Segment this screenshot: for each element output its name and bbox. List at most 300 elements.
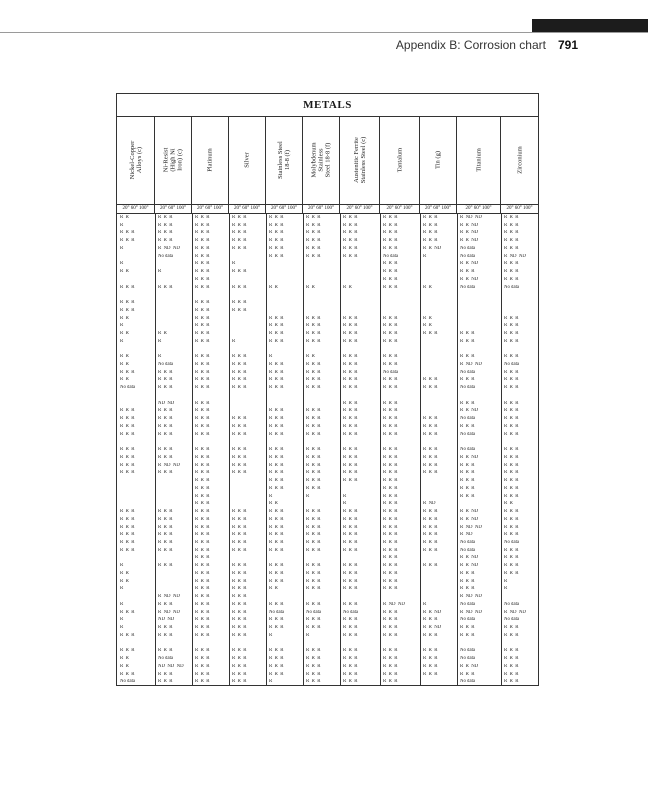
table-cell	[380, 393, 420, 399]
table-row	[117, 223, 538, 229]
table-row	[117, 370, 538, 376]
table-cell: R R R	[120, 369, 135, 375]
table-cell: R R R	[306, 516, 321, 522]
table-cell: No data	[460, 547, 476, 553]
table-cell: R R R	[343, 524, 358, 530]
table-cell: R	[120, 625, 132, 631]
table-cell: R R R	[423, 509, 438, 515]
table-cell: R R R	[306, 315, 321, 321]
table-cell: R R R	[232, 679, 247, 685]
table-cell: R	[120, 222, 132, 228]
table-cell: R R R	[306, 454, 321, 460]
table-cell	[155, 308, 192, 314]
table-row	[117, 509, 538, 515]
table-cell: R R R	[383, 578, 398, 584]
table-cell	[155, 439, 192, 445]
table-cell: R R R	[383, 547, 398, 553]
table-cell: R R R	[232, 470, 247, 476]
table-row	[117, 285, 538, 291]
table-cell: R R R	[195, 578, 210, 584]
table-row	[117, 470, 538, 476]
column-header-label: Stainless Steel 18-8 (f)	[277, 141, 291, 179]
table-cell	[420, 393, 457, 399]
table-cell: R	[158, 269, 170, 275]
table-cell: R R R	[195, 570, 210, 576]
table-cell	[420, 586, 457, 592]
table-row	[117, 432, 538, 438]
table-cell	[303, 555, 340, 561]
table-cell: R R R	[383, 485, 398, 491]
table-cell: R	[120, 563, 132, 569]
table-cell: R R R	[195, 671, 210, 677]
temperature-header: 20° 60° 100°	[457, 204, 501, 213]
table-cell: ND ND	[158, 400, 175, 406]
table-cell: R R R	[195, 539, 210, 545]
table-cell: R R R	[120, 431, 135, 437]
table-cell	[303, 277, 340, 283]
table-cell: R R R	[306, 423, 321, 429]
table-cell: R R R	[232, 362, 247, 368]
table-cell: R R ND	[460, 230, 479, 236]
table-cell: R R R	[343, 338, 358, 344]
temperature-header: 20° 60° 100°	[303, 204, 340, 213]
table-cell: R R R	[383, 338, 398, 344]
table-cell: R R R	[504, 570, 519, 576]
table-cell: R R R	[306, 431, 321, 437]
table-cell	[420, 571, 457, 577]
table-cell: R R	[120, 331, 134, 337]
table-cell: R R R	[195, 307, 210, 313]
table-cell: R R R	[120, 648, 135, 654]
table-cell	[303, 393, 340, 399]
table-cell: R R	[269, 586, 283, 592]
table-cell: R R R	[504, 215, 519, 220]
table-cell: R R R	[195, 222, 210, 228]
table-cell: R R	[120, 354, 134, 360]
table-cell	[155, 478, 192, 484]
table-cell: No data	[504, 362, 520, 368]
table-cell	[192, 439, 229, 445]
table-cell: R R R	[269, 362, 284, 368]
table-cell: R	[232, 261, 244, 267]
table-cell: R R R	[306, 323, 321, 329]
table-cell: R R R	[158, 385, 173, 391]
table-cell: No data	[460, 601, 476, 607]
table-cell: R R R	[343, 315, 358, 321]
table-cell: R R R	[383, 462, 398, 468]
table-cell: R R R	[460, 423, 475, 429]
table-cell: R	[423, 601, 435, 607]
table-row	[117, 641, 538, 647]
table-cell	[229, 439, 266, 445]
table-cell: R R R	[383, 570, 398, 576]
table-cell: R R R	[232, 230, 247, 236]
table-cell: R R R	[343, 478, 358, 484]
table-cell: R R R	[460, 377, 475, 383]
table-cell	[192, 641, 229, 647]
table-cell: R R R	[343, 462, 358, 468]
table-cell: R R R	[383, 679, 398, 685]
table-cell: R	[120, 601, 132, 607]
table-cell: R R R	[269, 516, 284, 522]
column-header-label: Austenitic Ferrite Stainless Steel (c)	[352, 136, 367, 184]
table-body	[117, 213, 538, 685]
table-cell	[340, 300, 380, 306]
table-cell	[229, 478, 266, 484]
table-cell	[155, 316, 192, 322]
table-row	[117, 532, 538, 538]
table-cell: R R R	[306, 385, 321, 391]
table-cell: R R R	[120, 532, 135, 538]
table-cell: R R	[343, 284, 357, 290]
page-number: 791	[557, 38, 578, 52]
table-cell	[303, 261, 340, 267]
table-cell: R R R	[460, 462, 475, 468]
table-cell: R ND ND	[158, 462, 180, 468]
table-cell: R R R	[195, 462, 210, 468]
table-cell	[457, 300, 501, 306]
table-cell: R R R	[504, 516, 519, 522]
temperature-header: 20° 60° 100°	[506, 206, 533, 211]
table-cell: R	[120, 338, 132, 344]
table-cell	[380, 292, 420, 298]
table-cell: R R R	[120, 238, 135, 244]
table-cell: R R R	[232, 656, 247, 662]
table-cell: R R R	[195, 354, 210, 360]
table-cell: No data	[460, 416, 476, 422]
table-cell: R R R	[195, 470, 210, 476]
table-cell: R R R	[423, 431, 438, 437]
table-cell	[420, 401, 457, 407]
table-cell: R R R	[343, 400, 358, 406]
table-row	[117, 362, 538, 368]
table-cell: R R R	[383, 539, 398, 545]
table-cell: R R R	[195, 400, 210, 406]
table-cell: R R R	[158, 679, 173, 685]
table-cell: R R R	[423, 516, 438, 522]
table-cell: R R R	[460, 400, 475, 406]
table-cell: R R R	[269, 369, 284, 375]
table-cell: No data	[460, 656, 476, 662]
table-cell: R R ND	[460, 454, 479, 460]
table-row	[117, 439, 538, 445]
table-title: METALS	[117, 94, 538, 117]
table-cell	[303, 641, 340, 647]
table-cell	[266, 641, 303, 647]
table-cell: R R R	[460, 338, 475, 344]
table-cell	[457, 501, 501, 507]
table-row	[117, 385, 538, 391]
table-cell: No data	[120, 679, 136, 685]
table-cell: R R R	[383, 400, 398, 406]
table-cell: R R R	[120, 671, 135, 677]
table-cell: R R R	[504, 222, 519, 228]
table-cell: No data	[158, 656, 174, 662]
table-cell: R R R	[343, 408, 358, 414]
table-cell: R ND	[423, 501, 440, 507]
table-cell: R R R	[383, 323, 398, 329]
table-cell: R R R	[158, 447, 173, 453]
table-cell: No data	[158, 253, 174, 259]
table-cell: R R ND	[460, 509, 479, 515]
table-cell: R R R	[158, 408, 173, 414]
table-row	[117, 625, 538, 631]
table-cell	[457, 308, 501, 314]
table-cell: R R R	[195, 586, 210, 592]
table-cell: R ND	[460, 532, 477, 538]
table-row	[117, 447, 538, 453]
table-cell: R R	[504, 501, 518, 507]
table-cell	[229, 486, 266, 492]
table-row	[117, 610, 538, 616]
table-row	[117, 648, 538, 654]
table-cell: R R R	[158, 632, 173, 638]
table-cell	[303, 269, 340, 275]
table-cell: R R R	[195, 663, 210, 669]
table-cell	[501, 439, 538, 445]
table-cell	[303, 501, 340, 507]
table-cell: R R R	[383, 431, 398, 437]
table-cell	[266, 308, 303, 314]
table-row	[117, 246, 538, 252]
table-cell	[266, 347, 303, 353]
table-row	[117, 679, 538, 685]
table-cell: R R R	[343, 354, 358, 360]
table-cell: R R R	[504, 447, 519, 453]
table-cell: R R	[120, 269, 134, 275]
table-cell: R	[269, 493, 281, 499]
table-cell: R R R	[269, 331, 284, 337]
table-cell: R R R	[195, 377, 210, 383]
table-cell: R R R	[306, 586, 321, 592]
table-cell: R R R	[232, 238, 247, 244]
table-cell: R R R	[195, 230, 210, 236]
table-cell: R R R	[383, 276, 398, 282]
table-cell: R R R	[232, 509, 247, 515]
table-cell: R R R	[158, 230, 173, 236]
table-cell	[340, 347, 380, 353]
table-cell: R R R	[158, 539, 173, 545]
table-cell	[266, 269, 303, 275]
table-cell: R R R	[423, 377, 438, 383]
table-cell: R R R	[343, 454, 358, 460]
table-row	[117, 408, 538, 414]
table-cell: R R R	[343, 369, 358, 375]
table-cell: R R R	[343, 215, 358, 220]
table-cell: R R R	[195, 632, 210, 638]
table-cell: R R R	[232, 307, 247, 313]
table-cell	[117, 494, 155, 500]
table-cell: R	[306, 632, 318, 638]
table-cell: No data	[460, 431, 476, 437]
table-cell: R R R	[232, 625, 247, 631]
table-cell	[155, 586, 192, 592]
table-cell: R R R	[343, 532, 358, 538]
table-cell	[155, 292, 192, 298]
column-header-label: Ni-Resist (High Ni Iron) (c)	[162, 147, 184, 173]
table-cell: R R R	[306, 478, 321, 484]
table-cell: R R R	[460, 671, 475, 677]
table-cell: R R R	[232, 663, 247, 669]
table-cell: R R R	[504, 331, 519, 337]
table-cell: R R R	[343, 238, 358, 244]
table-cell	[340, 261, 380, 267]
table-cell: R R R	[158, 454, 173, 460]
table-cell: R R R	[269, 323, 284, 329]
temperature-header: 20° 60° 100°	[192, 204, 229, 213]
table-cell: R R R	[504, 632, 519, 638]
table-cell: R R	[120, 315, 134, 321]
table-cell: R R ND	[460, 238, 479, 244]
table-cell	[266, 439, 303, 445]
table-cell: R R R	[232, 462, 247, 468]
table-cell: R	[504, 586, 516, 592]
table-cell	[192, 292, 229, 298]
column-header-label: Zirconium	[516, 146, 523, 174]
table-cell	[340, 594, 380, 600]
table-cell: R R R	[269, 215, 284, 220]
table-cell: R R R	[195, 594, 210, 600]
table-cell: R R R	[383, 408, 398, 414]
table-cell: R R R	[120, 408, 135, 414]
table-cell: R R R	[504, 493, 519, 499]
table-cell: R R R	[195, 516, 210, 522]
table-cell: R R ND	[423, 245, 442, 251]
table-cell: R R R	[383, 269, 398, 275]
table-cell: R R R	[423, 423, 438, 429]
table-row	[117, 548, 538, 554]
table-row	[117, 393, 538, 399]
table-cell: R R R	[269, 601, 284, 607]
table-cell: R R R	[343, 516, 358, 522]
table-cell: R R R	[504, 478, 519, 484]
table-cell: R R R	[343, 539, 358, 545]
table-cell: No data	[504, 617, 520, 623]
table-cell: R R R	[383, 416, 398, 422]
table-cell: R R R	[343, 671, 358, 677]
table-cell: R R R	[120, 284, 135, 290]
table-cell: R R R	[120, 516, 135, 522]
table-cell: R R R	[306, 563, 321, 569]
corrosion-table	[116, 93, 539, 686]
table-cell: No data	[504, 601, 520, 607]
table-cell: R R R	[269, 338, 284, 344]
table-cell	[303, 439, 340, 445]
table-cell: R R R	[195, 323, 210, 329]
table-cell: R R R	[383, 470, 398, 476]
table-cell: R R R	[195, 563, 210, 569]
table-cell	[117, 401, 155, 407]
table-cell: R R R	[306, 462, 321, 468]
table-cell	[501, 300, 538, 306]
table-cell	[303, 300, 340, 306]
table-cell: R R R	[269, 563, 284, 569]
table-cell: R R R	[306, 671, 321, 677]
table-cell: R R ND	[423, 625, 442, 631]
table-cell: R R R	[383, 532, 398, 538]
table-cell: R R R	[383, 563, 398, 569]
table-cell: R R R	[460, 625, 475, 631]
table-cell: R R R	[306, 625, 321, 631]
table-cell: R R R	[306, 601, 321, 607]
table-cell: R R R	[269, 578, 284, 584]
table-cell: R R R	[504, 400, 519, 406]
table-cell: R ND ND	[158, 609, 180, 615]
table-cell	[340, 269, 380, 275]
table-cell: R R R	[504, 454, 519, 460]
table-cell: R R R	[306, 369, 321, 375]
table-cell: R R R	[158, 377, 173, 383]
table-cell: R R R	[158, 509, 173, 515]
table-cell: R R R	[306, 617, 321, 623]
table-cell: R R R	[232, 586, 247, 592]
table-cell: R R R	[232, 215, 247, 220]
table-cell: R R R	[504, 323, 519, 329]
table-cell: R R R	[504, 245, 519, 251]
table-cell: R R R	[423, 547, 438, 553]
table-row	[117, 617, 538, 623]
table-cell: R R R	[423, 215, 438, 220]
table-cell	[303, 292, 340, 298]
table-cell: R R R	[195, 276, 210, 282]
table-cell	[266, 292, 303, 298]
table-cell: R R R	[383, 632, 398, 638]
table-cell: R R R	[343, 648, 358, 654]
table-cell: R	[423, 253, 435, 259]
table-row	[117, 486, 538, 492]
table-row	[117, 463, 538, 469]
column-header	[229, 116, 266, 204]
table-cell: R R R	[232, 524, 247, 530]
table-cell: No data	[269, 609, 285, 615]
table-row	[117, 269, 538, 275]
table-cell: R	[120, 586, 132, 592]
table-row	[117, 292, 538, 298]
table-cell: R R	[423, 323, 437, 329]
table-cell: R R R	[306, 362, 321, 368]
table-row	[117, 563, 538, 569]
table-cell	[457, 347, 501, 353]
table-cell: R R R	[343, 253, 358, 259]
table-cell: R R R	[423, 524, 438, 530]
table-cell	[420, 347, 457, 353]
table-cell: R R R	[195, 215, 210, 220]
table-cell: R R R	[120, 416, 135, 422]
table-cell	[420, 579, 457, 585]
table-row	[117, 478, 538, 484]
table-cell: R R R	[269, 532, 284, 538]
table-row	[117, 300, 538, 306]
table-cell: R ND ND	[460, 594, 482, 600]
table-cell: R	[120, 261, 132, 267]
table-cell	[380, 594, 420, 600]
table-cell: R R R	[504, 416, 519, 422]
table-cell	[420, 370, 457, 376]
table-cell: R R R	[195, 656, 210, 662]
table-cell	[501, 594, 538, 600]
table-cell: R R R	[269, 408, 284, 414]
table-cell: R R R	[232, 416, 247, 422]
section-tab-bar	[532, 19, 648, 32]
table-cell: R R R	[504, 269, 519, 275]
column-header-label: Titanium	[475, 148, 482, 172]
table-cell: R R R	[306, 679, 321, 685]
table-cell: R R R	[504, 315, 519, 321]
temperature-header: 20° 60° 100°	[155, 204, 192, 213]
table-cell	[420, 308, 457, 314]
table-cell: R R R	[460, 632, 475, 638]
table-cell: R R R	[423, 331, 438, 337]
